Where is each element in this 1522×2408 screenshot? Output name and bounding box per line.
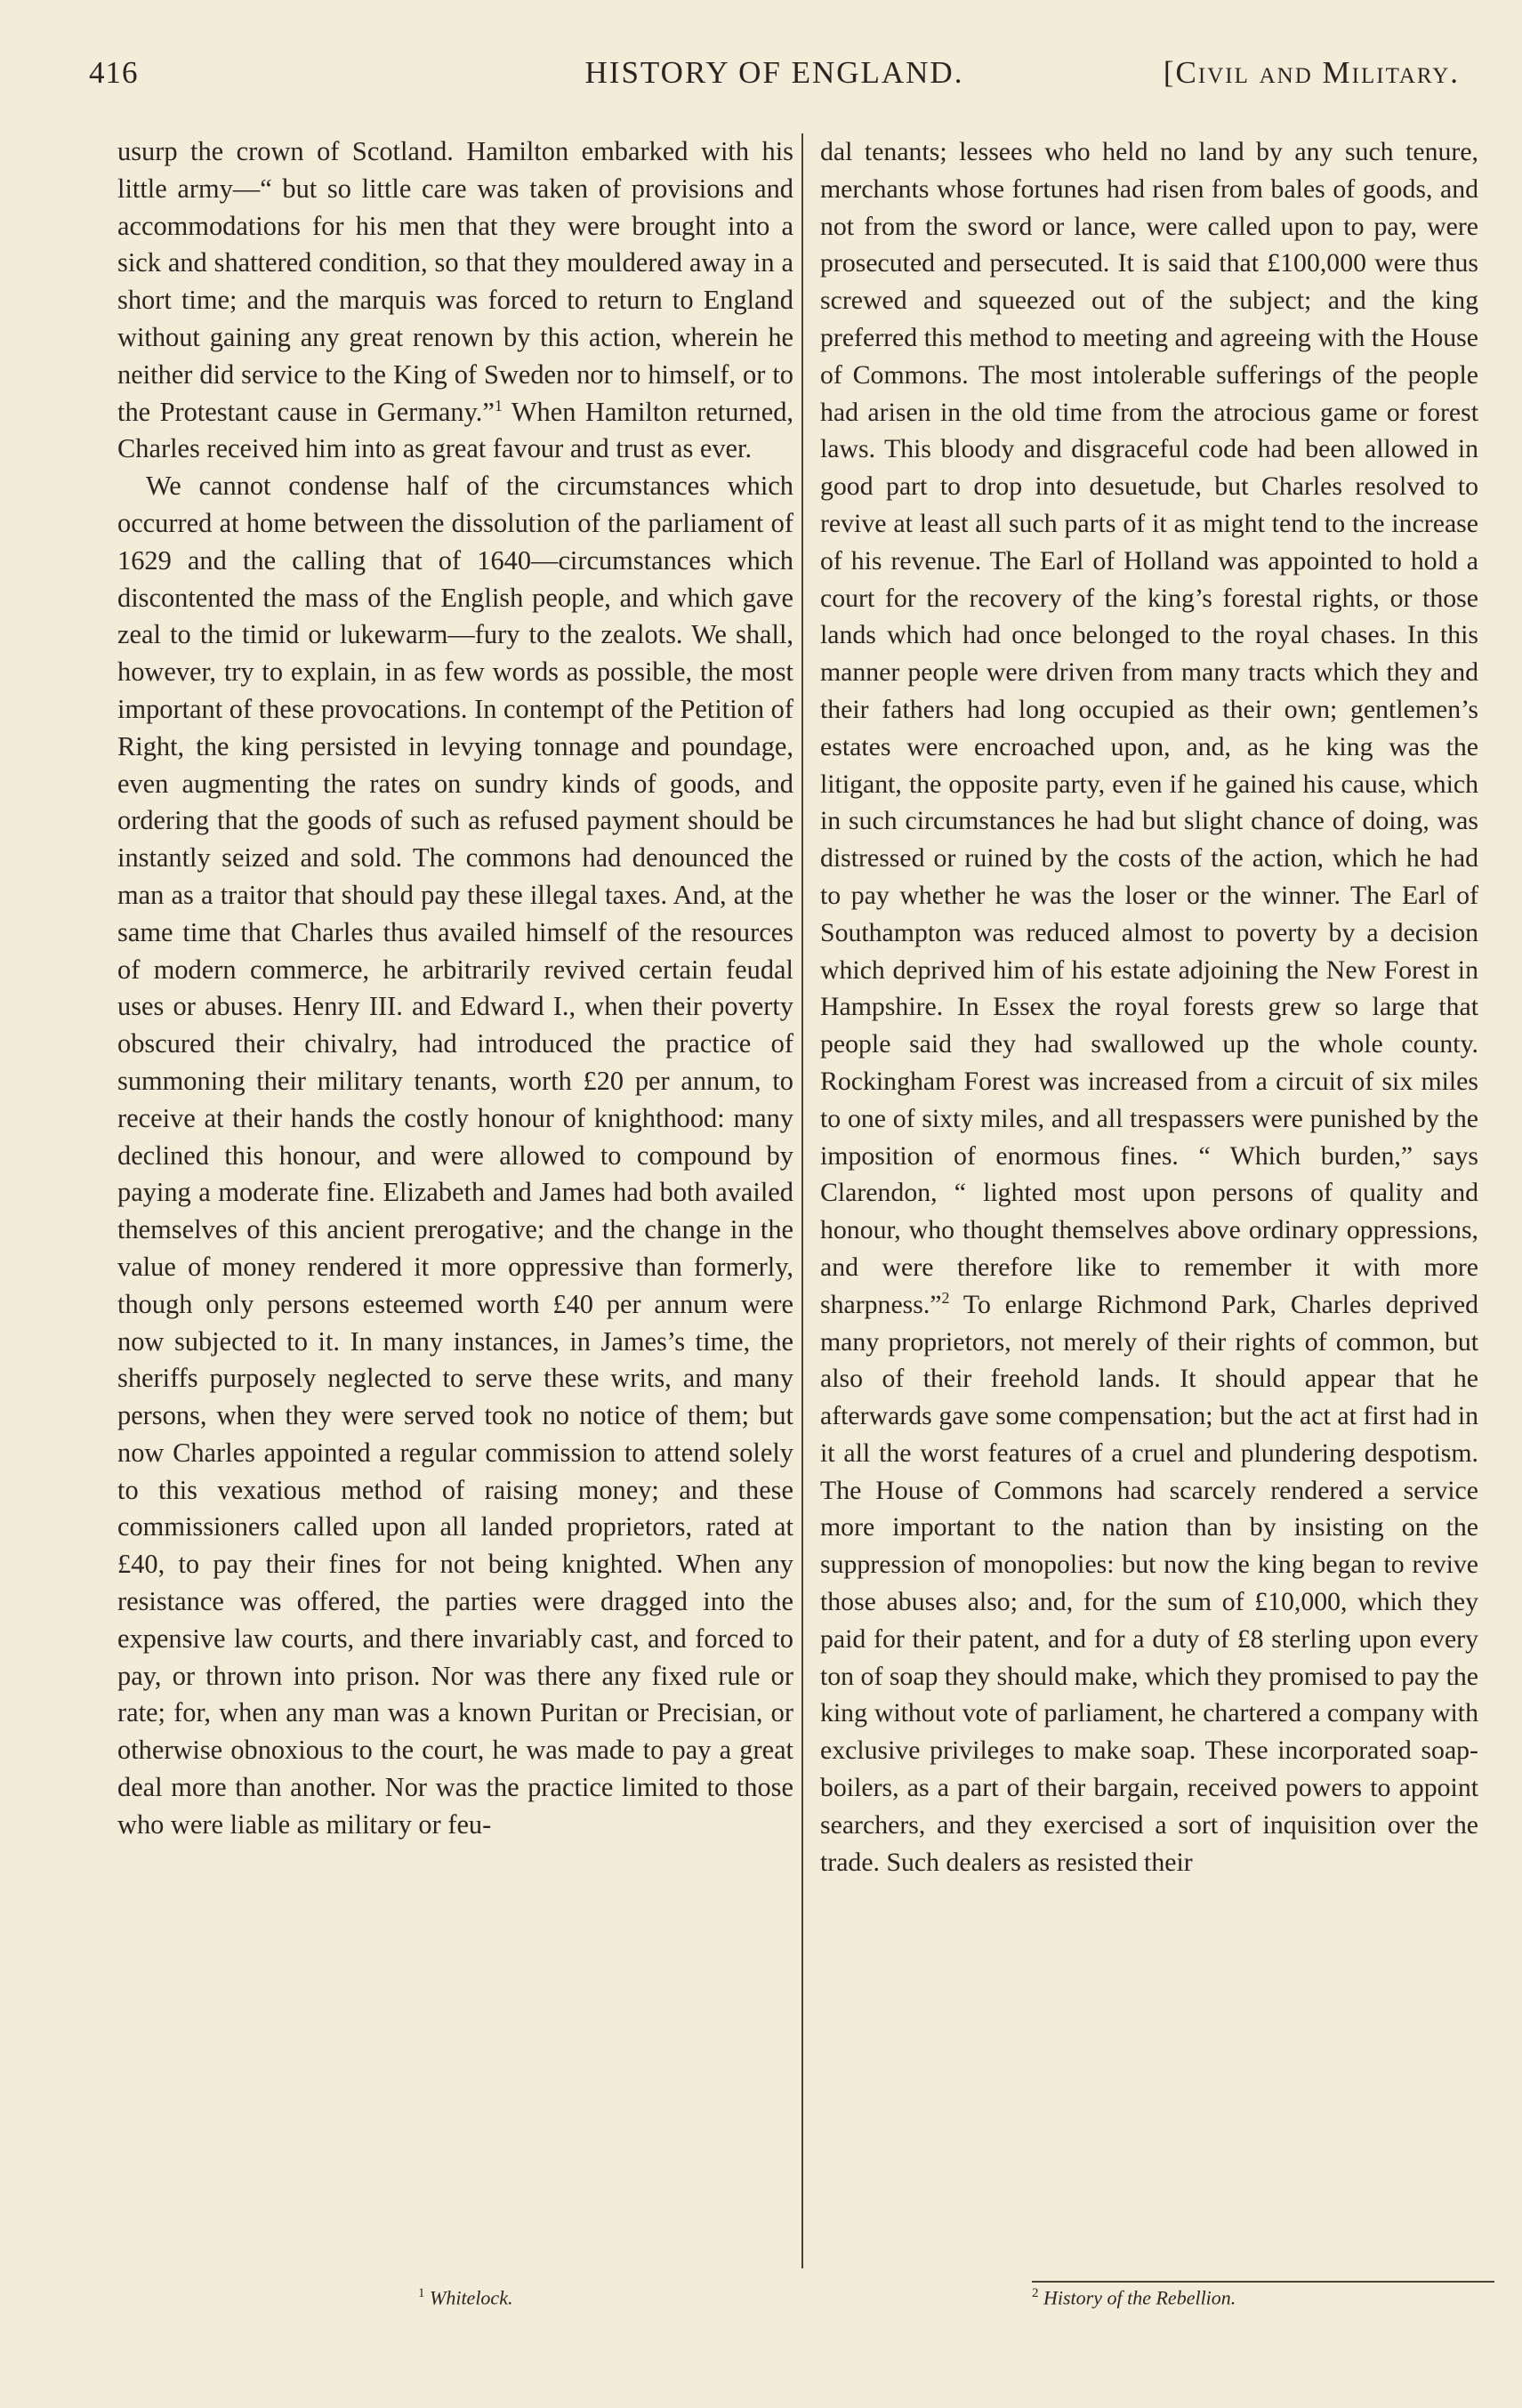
paragraph: usurp the crown of Scotland. Hamilton embarked with his little army—“ but so little care was taken of provisions and accommodations for his men that they were brought into a sick and shattered condition, so that they mouldered away in a short time; and the marquis was forced to return to England without gaining any great renown by this action, wherein he neither did service to the King of Sweden nor to himself, or to the Protestant cause in Germany.”$^1$ When Hamilton returned, Charles received him into as great favour and trust as ever. <box>117 136 793 464</box>
paragraph: We cannot condense half of the circumstances which occurred at home between the dissolution of the parliament of 1629 and the calling that of 1640—circumstances which discontented the mass of the English people, and which gave zeal to the timid or lukewarm—fury to the zealots. We shall, however, try to explain, in as few words as possible, the most important of these provocations. In contempt of the Petition of Right, the king persisted in levying tonnage and poundage, even augmenting the rates on sundry kinds of goods, and ordering that the goods of such as refused payment should be instantly seized and sold. The commons had denounced the man as a traitor that should pay these illegal taxes. And, at the same time that Charles thus availed himself of the resources of modern commerce, he arbitrarily revived certain feudal uses or abuses. Henry III. and Edward I., when their poverty obscured their chivalry, had introduced the practice of summoning their military tenants, worth £20 per annum, to receive at their hands the costly honour of knighthood: many declined this honour, and were allowed to compound by paying a moderate fine. Elizabeth and James had both availed themselves of this ancient prerogative; and the change in the value of money rendered it more oppressive than formerly, though only persons esteemed worth £40 per annum were now subjected to it. In many instances, in James’s time, the sheriffs purposely neglected to serve these writs, and many persons, when they were served took no notice of them; but now Charles appointed a regular commission to attend solely to this vexatious method of raising money; and these commissioners called upon all landed proprietors, rated at £40, to pay their fines for not being knighted. When any resistance was offered, the parties were dragged into the expensive law courts, and there invariably cast, and forced to pay, or thrown into prison. Nor was there any fixed rule or rate; for, when any man was a known Puritan or Precisian, or otherwise obnoxious to the court, he was made to pay a great deal more than another. Nor was the practice limited to those who were liable as military or feu- <box>117 471 793 1840</box>
footnote-reference: 1 <box>494 396 503 415</box>
footnote-rule <box>1032 2281 1494 2283</box>
paragraph: dal tenants; lessees who held no land by any such tenure, merchants whose fortunes had risen from bales of goods, and not from the sword or lance, were called upon to pay, were prosecuted and persecuted. It is said that £100,000 were thus screwed and squeezed out of the subject; and the king preferred this method to meeting and agreeing with the House of Commons. The most intolerable sufferings of the people had arisen in the old time from the atrocious game or forest laws. This bloody and disgraceful code had been allowed in good part to drop into desuetude, but Charles resolved to revive at least all such parts of it as might tend to the increase of his revenue. The Earl of Holland was appointed to hold a court for the recovery of the king’s forestal rights, or those lands which had once belonged to the royal chases. In this manner people were driven from many tracts which they and their fathers had long occupied as their own; gentlemen’s estates were encroached upon, and, as he king was the litigant, the opposite party, even if he gained his cause, which in such circumstances he had but slight chance of doing, was distressed or ruined by the costs of the action, which he had to pay whether he was the loser or the winner. The Earl of Southampton was reduced almost to poverty by a decision which deprived him of his estate adjoining the New Forest in Hampshire. In Essex the royal forests grew so large that people said they had swallowed up the whole county. Rockingham Forest was increased from a circuit of six miles to one of sixty miles, and all trespassers were punished by the imposition of enormous fines. “ Which burden,” says Clarendon, “ lighted most upon persons of quality and honour, who thought themselves above ordinary oppressions, and were therefore like to remember it with more sharpness.”$^2$ To enlarge Richmond Park, Charles deprived many proprietors, not merely of their rights of common, but also of their freehold lands. It should appear that he afterwards gave some compensation; but the act at first had in it all the worst features of a cruel and plundering despotism. The House of Commons had scarcely rendered a service more important to the nation than by insisting on the suppression of monopolies: but now the king began to revive those abuses also; and, for the sum of £10,000, which they paid for their patent, and for a duty of £8 sterling upon every ton of soap they should make, which they promised to pay the king without vote of parliament, he chartered a company with exclusive privileges to make soap. These incorporated soap-boilers, as a part of their bargain, received powers to appoint searchers, and they exercised a sort of inquisition over the trade. Such dealers as resisted their <box>820 137 1478 1877</box>
footnote-reference: 2 <box>941 1288 950 1307</box>
page-number: 416 <box>89 55 139 90</box>
column-divider <box>801 133 803 2268</box>
footnotes <box>89 2286 1460 2322</box>
footnote: $^2$ History of the Rebellion. <box>1032 2286 1236 2309</box>
running-title: HISTORY OF ENGLAND. <box>584 55 964 90</box>
section-heading: [Civil and Military. <box>1163 55 1460 90</box>
left-column <box>117 133 793 1844</box>
footnote: $^1$ Whitelock. <box>418 2286 513 2309</box>
running-header <box>89 55 1460 100</box>
right-column <box>820 133 1478 1880</box>
